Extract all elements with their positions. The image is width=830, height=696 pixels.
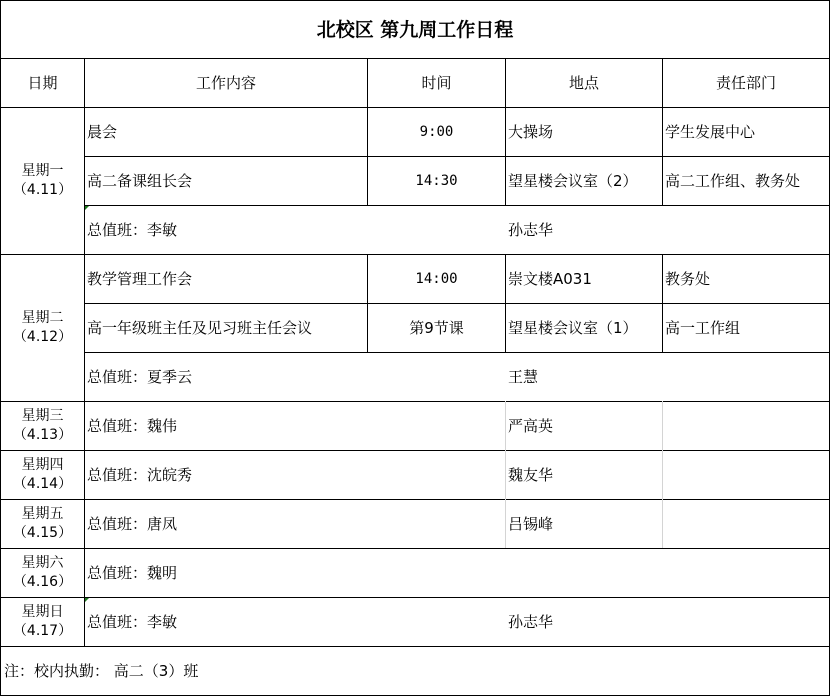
- page-title: 北校区 第九周工作日程: [316, 18, 514, 41]
- date-label: （4.13）: [12, 427, 73, 443]
- date-cell-friday: [1, 500, 84, 548]
- duty-name: 吕锡峰: [508, 515, 554, 533]
- duty-name: 王慧: [508, 368, 539, 386]
- duty-label: 总值班：唐凤: [87, 515, 178, 533]
- day-label: 星期六: [21, 555, 64, 571]
- date-cell-sunday: [1, 598, 84, 646]
- date-label: （4.11）: [12, 182, 73, 198]
- header-content: 工作内容: [195, 74, 256, 92]
- event-dept: 学生发展中心: [665, 123, 756, 141]
- day-label: 星期三: [21, 408, 64, 424]
- duty-label: 总值班：魏伟: [87, 417, 178, 435]
- date-label: （4.12）: [12, 329, 73, 345]
- event-dept: 高一工作组: [665, 319, 741, 337]
- header-time: 时间: [421, 74, 452, 92]
- event-place: 崇文楼A031: [508, 270, 592, 288]
- duty-label: 总值班：魏明: [87, 564, 178, 582]
- event-time: 14:00: [415, 271, 458, 287]
- date-cell-tuesday: [1, 255, 84, 401]
- grid-line: [662, 401, 663, 548]
- event-content: 高二备课组长会: [87, 172, 193, 190]
- event-place: 大操场: [508, 123, 554, 141]
- event-place: 望星楼会议室（2）: [508, 172, 638, 190]
- header-dept: 责任部门: [715, 74, 776, 92]
- duty-label: 总值班：夏季云: [87, 368, 193, 386]
- duty-label: 总值班：沈皖秀: [87, 466, 193, 484]
- day-label: 星期四: [21, 457, 64, 473]
- duty-name: 孙志华: [508, 613, 554, 631]
- event-content: 教学管理工作会: [87, 270, 193, 288]
- event-dept: 教务处: [665, 270, 711, 288]
- duty-name: 严高英: [508, 417, 554, 435]
- event-time: 9:00: [419, 124, 454, 140]
- day-label: 星期日: [21, 604, 64, 620]
- duty-name: 魏友华: [508, 466, 554, 484]
- event-time: 第9节课: [409, 319, 464, 337]
- day-label: 星期二: [21, 310, 64, 326]
- date-cell-monday: [1, 108, 84, 254]
- date-cell-wednesday: [1, 402, 84, 450]
- date-label: （4.17）: [12, 623, 73, 639]
- day-label: 星期一: [21, 163, 64, 179]
- event-time: 14:30: [415, 173, 458, 189]
- date-cell-thursday: [1, 451, 84, 499]
- header-place: 地点: [568, 74, 599, 92]
- header-date: 日期: [27, 74, 58, 92]
- date-label: （4.16）: [12, 574, 73, 590]
- event-place: 望星楼会议室（1）: [508, 319, 638, 337]
- duty-label: 总值班：李敏: [87, 221, 178, 239]
- event-content: 高一年级班主任及见习班主任会议: [87, 319, 313, 337]
- event-content: 晨会: [87, 123, 118, 141]
- duty-label: 总值班：李敏: [87, 613, 178, 631]
- date-label: （4.15）: [12, 525, 73, 541]
- footer-note: 注：校内执勤： 高二（3）班: [4, 662, 199, 680]
- event-dept: 高二工作组、教务处: [665, 172, 801, 190]
- date-label: （4.14）: [12, 476, 73, 492]
- duty-name: 孙志华: [508, 221, 554, 239]
- duty-name: [506, 549, 829, 597]
- date-cell-saturday: [1, 549, 84, 597]
- day-label: 星期五: [21, 506, 64, 522]
